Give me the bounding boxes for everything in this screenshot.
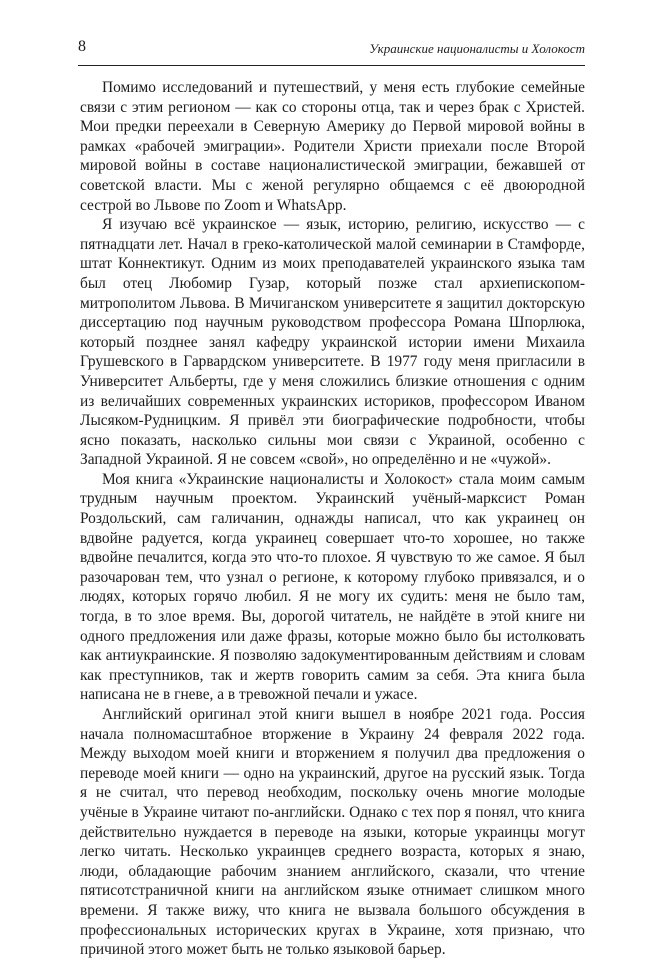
- paragraph-translation: Английский оригинал этой книги вышел в ноябре 2021 года. Россия начала полномасштабное вторжение в Украину 24 февраля 2022 года. Между выходом моей книги и вторжением я получил два предложения о переводе моей книги — одно на украинский, другое на русский язык. Тогда я не считал, что перевод необходим, поскольку очень многие молодые учёные в Украине читают по-английски. Однако с тех пор я понял, что книга действительно нуждается в переводе на языки, которые украинцы могут легко читать. Несколько украинцев среднего возраста, которых я знаю, люди, обладающие рабочим знанием английского, сказали, что чтение пятисотстраничной книги на английском языке отнимает слишком много времени. Я также вижу, что книга не вызвала большого обсуждения в профессиональных исторических кругах в Украине, хотя признаю, что причиной этого может быть не только языковой барьер.: [80, 706, 585, 959]
- paragraph-ukrainian-studies: Я изучаю всё украинское — язык, историю, религию, искусство — с пятнадцати лет. Начал в греко-католической малой семинарии в Стамфорде, штат Коннектикут. Одним из моих преподавателей украинского языка там был отец Любомир Гузар, который позже стал архиепископом-митрополитом Львова. В Мичиганском университете я защитил докторскую диссертацию под научным руководством профессора Романа Шпорлюка, который позднее занял кафедру украинской истории имени Михаила Грушевского в Гарвардском университете. В 1977 году меня пригласили в Университет Альберты, где у меня сложились близкие отношения с одним из величайших современных украинских историков, профессором Иваном Лысяком-Рудницким. Я привёл эти биографические подробности, чтобы ясно показать, насколько сильны мои связи с Украиной, особенно с Западной Украиной. Я не совсем «свой», но определённо и не «чужой».: [80, 216, 585, 469]
- body-text: [80, 78, 585, 960]
- paragraph-family-ties: Помимо исследований и путешествий, у меня есть глубокие семейные связи с этим регионом — как со стороны отца, так и через брак с Христей. Мои предки переехали в Северную Америку до Первой мировой войны в рамках «рабочей эмиграции». Родители Христи приехали после Второй мировой войны в составе националистической эмиграции, бежавшей от советской власти. Мы с женой регулярно общаемся с её двоюродной сестрой во Львове по Zoom и WhatsApp.: [80, 79, 585, 214]
- paragraph-book-project: Моя книга «Украинские националисты и Холокост» стала моим самым трудным научным проектом. Украинский учёный-марксист Роман Роздольский, сам галичанин, однажды написал, что как украинец он вдвойне радуется, когда украинец совершает что-то хорошее, но также вдвойне печалится, когда это что-то плохое. Я чувствую то же самое. Я был разочарован тем, что узнал о регионе, к которому глубоко привязался, и о людях, которых горячо любил. Я не могу их судить: меня не было там, тогда, в то злое время. Вы, дорогой читатель, не найдёте в этой книге ни одного предложения или даже фразы, которые можно было бы истолковать как антиукраинские. Я позволяю задокументированным действиям и словам как преступников, так и жертв говорить самим за себя. Эта книга была написана не в гневе, а в тревожной печали и ужасе.: [80, 470, 585, 704]
- page-header: [78, 36, 585, 66]
- running-head-title: Украинские националисты и Холокост: [369, 41, 585, 56]
- page-number: 8: [78, 38, 86, 55]
